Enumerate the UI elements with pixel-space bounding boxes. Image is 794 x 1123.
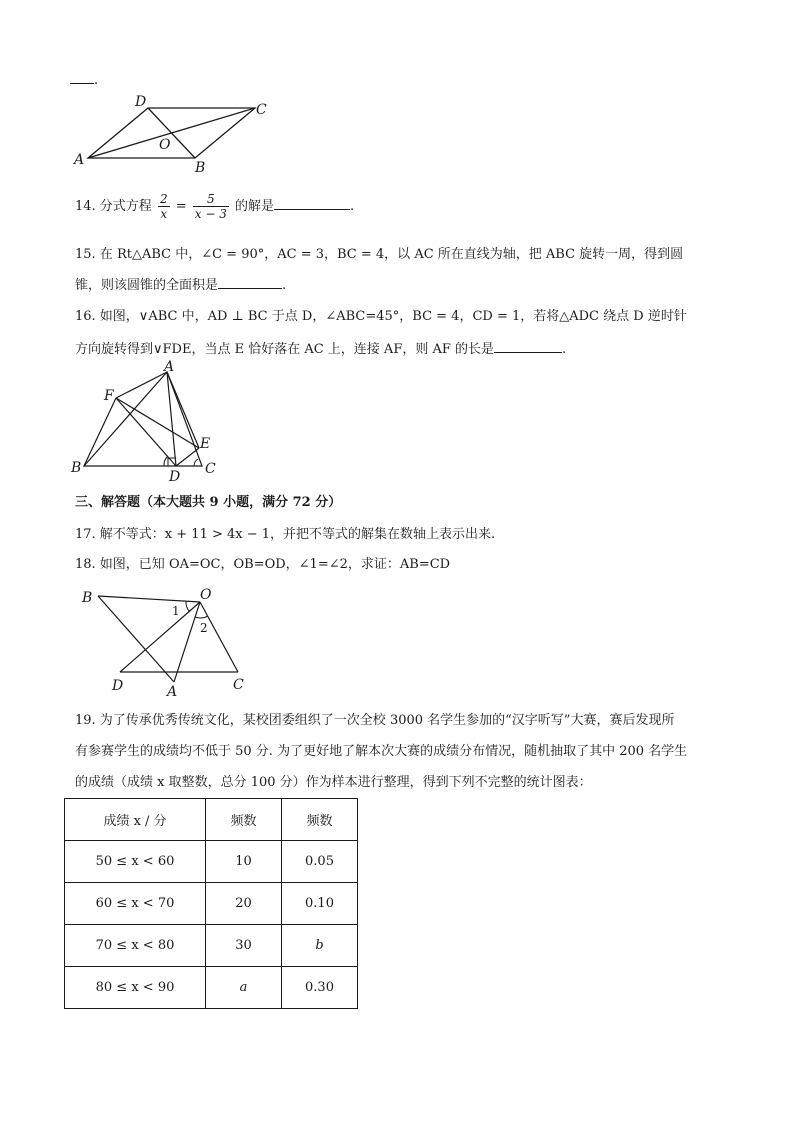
label-A: A (164, 360, 175, 375)
q16-answer-blank (494, 339, 562, 353)
table-cell-range: 50 ≤ x < 60 (65, 841, 206, 883)
table-cell-range: 60 ≤ x < 70 (65, 883, 206, 925)
table-cell-rate: 0.30 (282, 967, 358, 1009)
label-E: E (200, 436, 211, 452)
q13-answer-blank (70, 70, 94, 84)
table-cell-count: 20 (206, 883, 282, 925)
label-C: C (233, 677, 244, 693)
table-cell-rate: b (282, 925, 358, 967)
angle-arc-c (194, 459, 198, 466)
q14-fraction-left (158, 192, 170, 221)
q19-line3: 的成绩（成绩 x 取整数，总分 100 分）作为样本进行整理，得到下列不完整的统计图表： (75, 775, 592, 790)
q15-period: . (282, 278, 287, 293)
segment-fa (116, 372, 167, 398)
label-A: A (74, 152, 85, 168)
angle-arc-2 (195, 616, 208, 618)
q14-frac2-num: 5 (193, 192, 229, 207)
table-header-rate: 频数 (282, 799, 358, 841)
label-O: O (200, 587, 212, 603)
angle-arc-1 (186, 601, 190, 612)
q15-line1: 15. 在 Rt△ABC 中，∠C = 90°，AC = 3，BC = 4，以 AC 所在直线为轴，把 ABC 旋转一周，得到圆 (75, 247, 684, 262)
table-header-frequency: 频数 (206, 799, 282, 841)
q18-text: 18. 如图，已知 OA=OC，OB=OD，∠1=∠2，求证：AB=CD (75, 557, 451, 572)
q14-line (75, 188, 354, 226)
q19-line1: 19. 为了传承优秀传统文化，某校团委组织了一次全校 3000 名学生参加的“汉字听写”大赛，赛后发现所 (75, 713, 675, 728)
q14-prefix: 14. 分式方程 (75, 199, 152, 214)
segment-oc (200, 602, 238, 672)
q14-frac1-num: 2 (159, 192, 168, 206)
label-O: O (159, 137, 171, 153)
q14-period: . (350, 199, 355, 214)
q14-suffix: 的解是 (235, 199, 275, 214)
diagonal-bd (148, 108, 195, 158)
segment-ba (98, 596, 174, 682)
table-cell-rate: 0.05 (282, 841, 358, 883)
segment-bf (84, 398, 116, 466)
q16-line2-text: 方向旋转得到∨FDE，当点 E 恰好落在 AC 上，连接 AF，则 AF 的长是 (75, 342, 495, 357)
q13-answer-line (70, 70, 98, 90)
table-row (65, 883, 358, 925)
figure-congruent-triangles (78, 584, 253, 700)
table-cell-range: 80 ≤ x < 90 (65, 967, 206, 1009)
label-D: D (169, 469, 181, 484)
table-cell-count: a (206, 967, 282, 1009)
label-D: D (112, 678, 124, 694)
q16-line1: 16. 如图，∨ABC 中，AD ⊥ BC 于点 D，∠ABC=45°，BC = 4，CD = 1，若将△ADC 绕点 D 逆时针 (75, 309, 687, 324)
table-cell-count: 10 (206, 841, 282, 883)
segment-de (176, 448, 199, 466)
table-row (65, 967, 358, 1009)
q16-period: . (562, 342, 567, 357)
q15-line2 (75, 275, 286, 295)
segment-fd (116, 398, 176, 466)
table-header-score: 成绩 x / 分 (65, 799, 206, 841)
label-B: B (82, 590, 93, 606)
section-heading: 三、解答题（本大题共 9 小题，满分 72 分） (75, 495, 342, 510)
label-B: B (71, 460, 82, 476)
figure-parallelogram (70, 92, 280, 174)
q17-text: 17. 解不等式：x + 11 > 4x − 1，并把不等式的解集在数轴上表示出来. (75, 527, 496, 542)
label-F: F (104, 388, 114, 404)
table-cell-range: 70 ≤ x < 80 (65, 925, 206, 967)
q15-answer-blank (218, 275, 282, 289)
q19-line2: 有参赛学生的成绩均不低于 50 分. 为了更好地了解本次大赛的成绩分布情况，随机抽取了其中 200 名学生 (75, 744, 688, 759)
q14-frac2-den: x − 3 (194, 207, 227, 221)
angle-arc-d (164, 456, 168, 466)
label-D: D (135, 94, 147, 110)
angle-label-1: 1 (172, 604, 180, 618)
label-A: A (167, 684, 178, 700)
triangle-abc (84, 372, 202, 466)
q14-fraction-right (193, 192, 229, 221)
q14-answer-blank (274, 196, 350, 210)
table-row (65, 841, 358, 883)
label-C: C (205, 461, 216, 477)
label-B: B (195, 160, 206, 174)
q16-line2 (75, 339, 566, 359)
q15-line2-text: 锥，则该圆锥的全面积是 (75, 278, 219, 293)
table-row (65, 925, 358, 967)
table-cell-rate: 0.10 (282, 883, 358, 925)
q14-frac1-den: x (160, 207, 168, 221)
q14-equals: = (175, 199, 187, 214)
table-cell-count: 30 (206, 925, 282, 967)
table-header-row (65, 799, 358, 841)
figure-rotated-triangle (68, 360, 228, 484)
label-C: C (256, 102, 267, 118)
q13-period: . (94, 73, 99, 88)
frequency-table (64, 798, 358, 1009)
segment-bo (98, 596, 200, 602)
angle-label-2: 2 (200, 621, 208, 635)
segment-ad (167, 372, 176, 466)
segment-ae (167, 372, 199, 448)
